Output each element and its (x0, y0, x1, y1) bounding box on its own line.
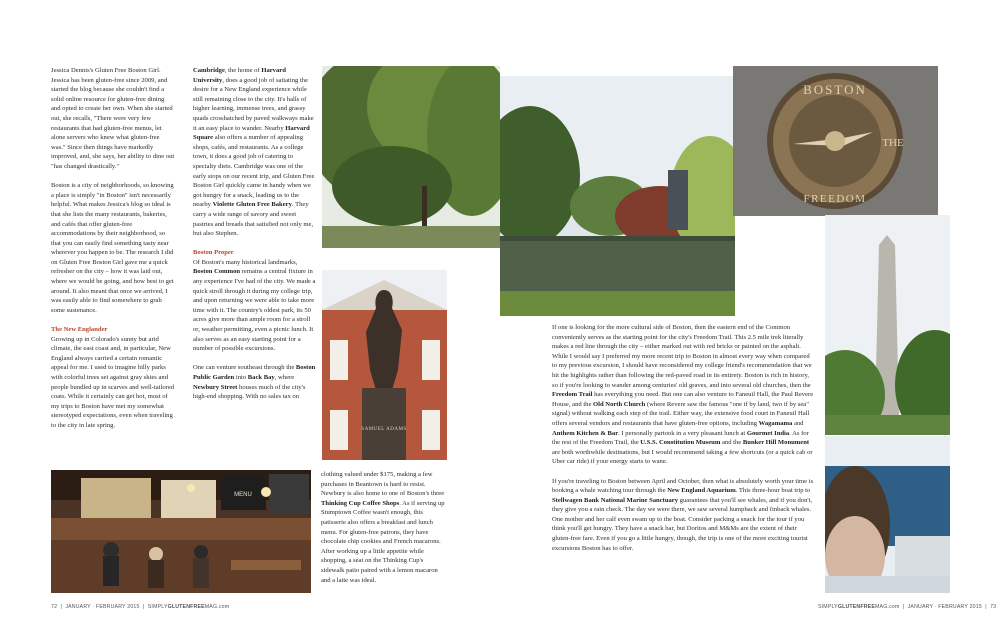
text-column-3 (321, 470, 445, 595)
paragraph: If you're traveling to Boston between April and October, then what is absolutely worth your time is booking a whale watching tour through the New England Aquarium. This three-hour boat trip to Stellwagen Bank National Marine Sanctuary guarantees that you'll see whales, and if you don't, they give you a rain check. The day we were there, we saw several humpback and finback whales. One mother and her calf even swam up to the boat. Consider packing a snack for the tour if you think you'll get hungry. They have a snack bar, but Doritos and M&Ms are the extent of their gluten-free fare. Even if you go a little hungry, though, the trip is one of the more exciting tourist excursions Boston has to offer. (552, 477, 814, 552)
paragraph: Growing up in Colorado's sunny but arid climate, the east coast and, in particular, New England always carried a certain romantic appeal for me. I used to imagine hilly parks with colorful trees set against gray skies and people bundled up in scarves and well-tailored coats. While it certainly can get hot, most of my trips to Boston have met my somewhat stereotyped expectations, even when traveling to the city in late spring. (51, 335, 175, 429)
park-trees-photo (322, 66, 500, 248)
paragraph: Of Boston's many historical landmarks, Boston Common remains a central fixture in any experience I've had of the city. We made a quick stroll through it during my college trip, and upon returning we were able to take more time with it. The country's oldest park, its 50 acres give more than ample room for a stroll or, weather permitting, even a picnic lunch. It also serves as an easy starting point for a number of possible excursions. (193, 258, 316, 353)
freedom-trail-medallion-photo (733, 66, 938, 216)
medallion-text-top: BOSTON (803, 82, 867, 97)
section-heading-boston-proper: Boston Proper (193, 249, 234, 257)
text-column-1 (51, 66, 175, 440)
paragraph: Jessica Dennis's Gluten Free Boston Girl. Jessica has been gluten-free since 2009, and started the blog because she couldn't find a solid online resource for gluten-free dining and opted to create her own. When she started out, she recalls, "There were very few restaurants that had gluten-free menus, let alone servers who knew what gluten-free was." Since then things have markedly improved, and, she says, her ability to dine out "has changed drastically." (51, 67, 175, 170)
paragraph: One can venture southeast through the Boston Public Garden into Back Bay, where Newbury Street houses much of the city's high-end shopping. With no sales tax on (193, 364, 316, 401)
site-name: SIMPLYGLUTENFREEMAG.com (147, 604, 230, 610)
page-number: 73 (990, 604, 997, 610)
paragraph: Cambridge, the home of Harvard University, does a good job of satiating the desire for a New England experience while still remaining close to the city. It's halls of higher learning, immense trees, and grassy quads crosshatched by paved walkways make it an easy place to wander. Nearby Harvard Square also offers a number of appealing shops, cafés, and restaurants. As a college town, it does a good job of catering to specialty diets. Cambridge was one of the early stops on our recent trip, and Gluten Free Boston Girl quickly came in handy when we got hungry for a snack, leading us to the nearby Violette Gluten Free Bakery. They carry a wide range of savory and sweet pastries and breads that satisfied not only me, but also Stephen. (193, 67, 315, 238)
text-column-2 (193, 66, 317, 411)
text-column-4 (552, 323, 814, 563)
statue-plaque-text: SAMUEL ADAMS (361, 427, 407, 432)
paragraph: If one is looking for the more cultural side of Boston, then the eastern end of the Common conveniently serves as the starting point for the city's Freedom Trail. This 2.5 mile trek literally makes a red line through the city – either marked out with red bricks or painted on the asphalt. While I would say I preferred my more recent trip to Boston in almost every way when compared to my previous excursion, I should have reconsidered my college friend's recommendation that we hit the highlights rather than following the red-paved road in its entirety. Boston is rich in history, so if you're looking to wander among centuries' old graves, and into several old churches, then the Freedom Trail has everything you need. But one can also venture to Faneuil Hall, the Paul Revere House, and the Old North Church (where Revere saw the famous "one if by land, two if by sea" signal) without walking each step of the trail. Either way, the extensive food court in Faneuil Hall offers several vendors and restaurants that have gluten-free options, including Wagamama and Anthem Kitchen & Bar. I personally partook in a very pleasant lunch at Gourmet India. As for the rest of the Freedom Trail, the U.S.S. Constitution Museum and the Bunker Hill Monument are both worthwhile destinations, but I would recommend taking a few shortcuts (or a quick cab or Uber car ride) if your energy starts to wane. (552, 324, 814, 466)
public-garden-pond-photo (500, 76, 735, 316)
paragraph: Boston is a city of neighborhoods, so knowing a place is simply "in Boston" isn't necessarily helpful. What makes Jessica's blog so ideal is that she lists the many restaurants, bakeries, and cafés that offer gluten-free accommodations by their neighborhood, so that you can easily find something tasty near wherever you happen to be. The research I did on Gluten Free Boston Girl gave me a quick refresher on the city – how it was laid out, where we would be going, and how best to get around. It also meant that once we arrived, I was easily able to find somewhere to grab some sustenance. (51, 182, 174, 314)
issue-date: JANUARY · FEBRUARY 2015 (65, 604, 140, 610)
paragraph: clothing valued under $175, making a few purchases in Beantown is hard to resist. Newbury is also home to one of Boston's three Thinking Cup Coffee Shops. As if serving up Stumptown Coffee wasn't enough, this patisserie also offers a breakfast and lunch menu. For gluten-free patrons, they have chocolate chip cookies and French macarons. After working up a little appetite while shopping, a seat on the Thinking Cup's sidewalk patio paired with a lemon macaron and a latte was ideal. (321, 471, 445, 584)
menu-board-text: MENU (234, 492, 252, 498)
medallion-text-bottom: FREEDOM (803, 193, 867, 205)
section-heading-new-englander: The New Englander (51, 326, 108, 334)
issue-date: JANUARY · FEBRUARY 2015 (907, 604, 982, 610)
site-name: SIMPLYGLUTENFREEMAG.com (818, 604, 900, 610)
footer-right: SIMPLYGLUTENFREEMAG.com | JANUARY · FEBRUARY 2015 | 73 (818, 604, 997, 610)
page-number: 72 (51, 604, 58, 610)
samuel-adams-statue-photo (322, 270, 447, 460)
bunker-hill-monument-photo (825, 215, 950, 435)
footer-left: 72 | JANUARY · FEBRUARY 2015 | SIMPLYGLUTENFREEMAG.com (51, 604, 230, 610)
cafe-interior-photo (51, 470, 311, 593)
whale-watch-photo (825, 436, 950, 593)
medallion-text-right: THE (882, 137, 904, 149)
